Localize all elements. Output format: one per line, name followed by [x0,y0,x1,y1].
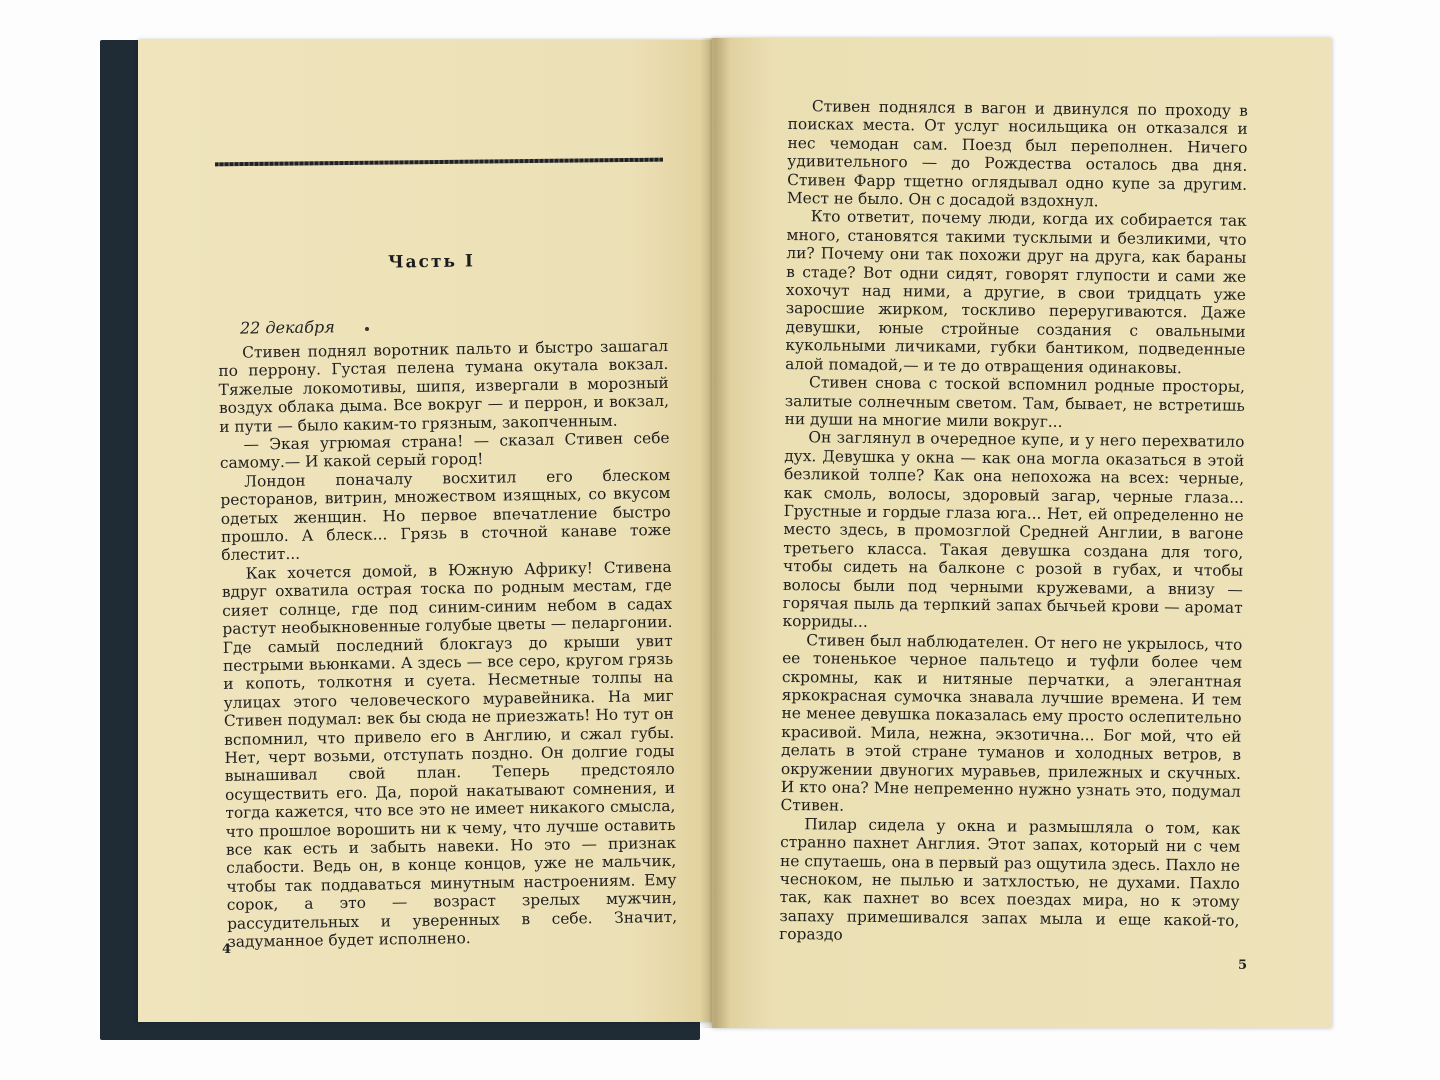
right-page-text [779,97,1248,948]
left-page-text [218,337,677,951]
paragraph: Лондон поначалу восхитил его блеском ресторанов, витрин, множеством изящных, со вкусом одетых женщин. Но первое впечатление быстро прошло. А блеск... Грязь в сточной канаве тоже блестит... [220,465,672,565]
book-spine-shadow [700,38,730,1028]
ink-dot [365,327,369,331]
paragraph: Стивен поднялся в вагон и двинулся по проходу в поисках места. От услуг носильщика он отказался и нес чемодан сам. Поезд был переполнен. Ничего удивительного — до Рождества осталось два дня. Стивен Фарр тщетно оглядывал одно купе за другим. Мест не было. Он с досадой вздохнул. [786,97,1248,211]
paragraph: Он заглянул в очередное купе, и у него перехватило дух. Девушка у окна — как она могла оказаться в этой безликой толпе? Как она непохожа на всех: черные, как смоль, волосы, здоровый загар, черные глаза... Грустные и гордые глаза юга... Нет, ей определенно не место здесь, в промозглой Средней Англии, в вагоне третьего класса. Такая девушка создана для того, чтобы сидеть на балконе с розой в губах, и чтобы волосы были под черными кружевами, а внизу — горячая пыль да терпкий запах бычьей крови — аромат корриды... [782,428,1245,632]
paragraph: Стивен был наблюдателен. От него не укрылось, что ее тоненькое черное пальтецо и туфли более чем скромны, как и нитяные перчатки, а элегантная яркокрасная сумочка знавала лучшие времена. И тем не менее девушка показалась ему просто ослепительно красивой. Мила, нежна, экзотична... Бог мой, что ей делать в этой стране туманов и холодных ветров, в окружении двуногих муравьев, прилежных и скучных. И кто она? Мне непременно нужно узнать это, подумал Стивен. [780,631,1243,816]
paragraph: Пилар сидела у окна и размышляла о том, как странно пахнет Англия. Этот запах, который ни с чем не спутаешь, она в первый раз ощутила здесь. Пахло не чесноком, не пылью и затхлостью, не духами. Пахло так, как пахнет во всех поездах мира, но к этому запаху примешивался запах мыла и еще какой-то, гораздо [779,815,1241,944]
date-heading: 22 декабря [239,317,335,338]
paragraph: Как хочется домой, в Южную Африку! Стивена вдруг охватила острая тоска по родным местам, где сияет солнце, где под синим-синим небом в садах растут необыкновенные голубые цветы — пеларгонии. Где самый последний блокгауз до крыши увит пестрыми вьюнками. А здесь — все серо, кругом грязь и копоть, толкотня и суета. Несметные толпы на улицах этого человеческого муравейника. На миг Стивен подумал: век бы сюда не приезжать! Но тут он вспомнил, что привело его в Англию, и сжал губы. Нет, черт возьми, отступать поздно. Он долгие годы вынашивал свой план. Теперь предстояло осуществить его. Да, порой накатывают сомнения, и тогда кажется, что все это не имеет никакого смысла, что прошлое ворошить ни к чему, что лучше оставить все как есть и забыть навеки. Но это — признак слабости. Ведь он, в конце концов, уже не мальчик, чтобы так поддаваться минутным настроениям. Ему сорок, а это — возраст зрелых мужчин, рассудительных и уверенных в себе. Значит, задуманное будет исполнено. [221,557,678,951]
page-number-left: 4 [222,942,232,957]
paragraph: — Экая угрюмая страна! — сказал Стивен себе самому.— И какой серый город! [219,428,670,473]
paragraph: Стивен поднял воротник пальто и быстро зашагал по перрону. Густая пелена тумана окутала вокзал. Тяжелые локомотивы, шипя, извергали в морозный воздух облака дыма. Все вокруг — и перрон, и вокзал, и пути — было каким-то грязным, закопченным. [218,336,670,436]
paragraph: Стивен снова с тоской вспомнил родные просторы, залитые солнечным светом. Там, бывает, не встретишь ни души на многие мили вокруг... [784,373,1246,431]
paragraph: Кто ответит, почему люди, когда их собирается так много, становятся такими тусклыми и безликими, что ли? Почему они так похожи друг на друга, как бараны в стаде? Вот одни сидят, говорят глупости и сами же хохочут над ними, а другие, в свои тридцать уже заросшие жирком, тоскливо переругиваются. Даже девушки, юные стройные создания с овальными кукольными личиками, губки бантиком, подведенные алой помадой,— и те до отвращения одинаковы. [785,207,1247,377]
part-title: Часть I [387,251,475,273]
page-number-right: 5 [1238,958,1248,973]
